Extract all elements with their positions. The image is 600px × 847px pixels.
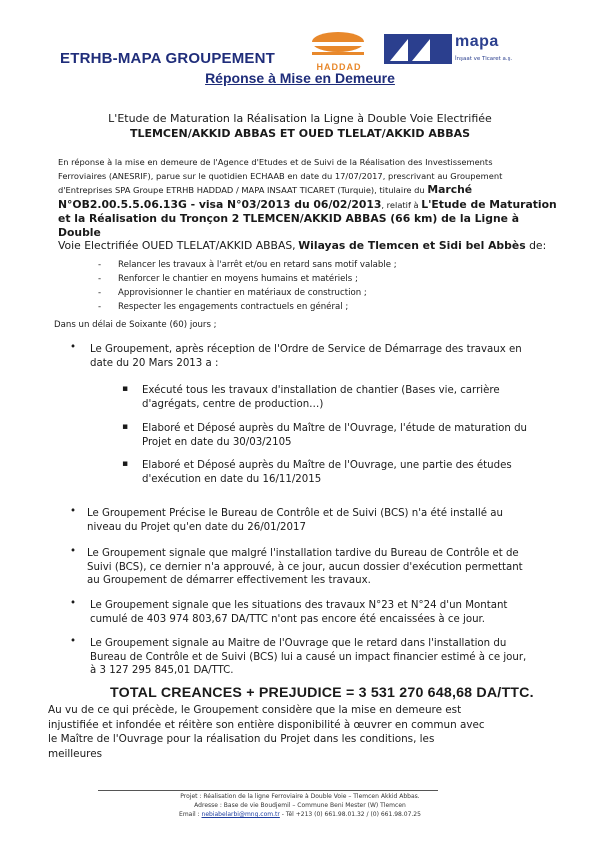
intro-line: N°OB2.00.5.5.06.13G - visa N°03/2013 du 06/02/2013, relatif à L'Etude de Maturation: [58, 197, 557, 211]
sub-point-line: d'exécution en date du 16/11/2015: [142, 473, 322, 485]
point-line: à 3 127 295 845,01 DA/TTC.: [90, 665, 234, 676]
list-item: - Respecter les engagements contractuels en général ;: [98, 300, 397, 314]
mapa-logo-text: mapa: [455, 33, 499, 50]
injunction-list: [98, 258, 397, 314]
sub-point-line: Elaboré et Déposé auprès du Maître de l'Ouvrage, une partie des études: [142, 460, 512, 471]
delay-text: Dans un délai de Soixante (60) jours ;: [54, 320, 217, 330]
list-item: - Approvisionner le chantier en matériaux de construction ;: [98, 286, 397, 300]
bullet-icon: •: [70, 506, 77, 517]
intro-line: En réponse à la mise en demeure de l'Agence d'Etudes et de Suivi de la Réalisation des Investissements: [58, 157, 493, 167]
conclusion-line: le Maître de l'Ouvrage pour la réalisation du Projet dans les conditions, les: [48, 733, 435, 745]
conclusion-line: injustifiée et infondée et réitère son entière disponibilité à œuvrer en commun avec: [48, 718, 485, 731]
bullet-icon: •: [70, 636, 77, 647]
page-title: Réponse à Mise en Demeure: [205, 70, 395, 86]
square-bullet-icon: ▪: [122, 459, 129, 469]
footer-project: Projet : Réalisation de la ligne Ferroviaire à Double Voie – Tlemcen Akkid Abbas.: [180, 793, 420, 800]
point-line: Le Groupement signale que malgré l'installation tardive du Bureau de Contrôle et de: [87, 548, 519, 559]
conclusion-paragraph: [48, 703, 568, 761]
point-line: Le Groupement signale au Maitre de l'Ouvrage que le retard dans l'installation du: [90, 638, 507, 649]
footer-contact: [0, 811, 600, 818]
footer-divider: [98, 790, 438, 791]
sub-point-line: Exécuté tous les travaux d'installation de chantier (Bases vie, carrière: [142, 385, 500, 396]
point-line: Le Groupement signale que les situations des travaux N°23 et N°24 d'un Montant: [90, 600, 508, 611]
phone-numbers: - Tél +213 (0) 661.98.01.32 / (0) 661.98.07.25: [279, 811, 421, 818]
email-link[interactable]: nebiabelarbi@mng.com.tr: [201, 811, 280, 818]
total-amount: TOTAL CREANCES + PREJUDICE = 3 531 270 648,68 DA/TTC.: [110, 685, 534, 701]
mapa-logo-mark: [384, 34, 452, 64]
point-line: Suivi (BCS), ce dernier n'a approuvé, à ce jour, aucun dossier d'exécution permettant: [87, 561, 523, 573]
company-name: ETRHB-MAPA GROUPEMENT: [60, 50, 276, 67]
bullet-icon: •: [70, 598, 77, 609]
point-line: cumulé de 403 974 803,67 DA/TTC n'ont pas encore été encaissées à ce jour.: [90, 613, 486, 625]
point-4: [90, 599, 507, 626]
haddad-logo-text: HADDAD: [316, 62, 362, 72]
intro-line: Voie Electrifiée OUED TLELAT/AKKID ABBAS, Wilayas de Tlemcen et Sidi bel Abbès de:: [58, 239, 547, 252]
point-3: [87, 547, 523, 588]
bullet-icon: •: [70, 342, 77, 353]
sub-point: [142, 422, 552, 449]
intro-paragraph: [58, 156, 558, 254]
point-1: [90, 343, 522, 370]
intro-line: et la Réalisation du Tronçon 2 TLEMCEN/AKKID ABBAS (66 km) de la Ligne à Double: [58, 212, 520, 239]
point-line: date du 20 Mars 2013 a :: [90, 357, 219, 369]
sub-point-line: Projet en date du 30/03/2105: [142, 436, 292, 448]
point-5: [90, 637, 526, 678]
conclusion-line: meilleures: [48, 747, 103, 760]
square-bullet-icon: ▪: [122, 384, 129, 394]
subtitle-line1: L'Etude de Maturation la Réalisation la Ligne à Double Voie Electrifiée: [108, 112, 492, 125]
footer-address: Adresse : Base de vie Boudjemil – Commune Beni Mester (W) Tlemcen: [194, 802, 406, 809]
sub-point-line: Elaboré et Déposé auprès du Maître de l'Ouvrage, l'étude de maturation du: [142, 423, 528, 434]
list-item: - Renforcer le chantier en moyens humains et matériels ;: [98, 272, 397, 286]
list-item: - Relancer les travaux à l'arrêt et/ou en retard sans motif valable ;: [98, 258, 397, 272]
sub-point-line: d'agrégats, centre de production…): [142, 398, 324, 410]
conclusion-line: Au vu de ce qui précède, le Groupement considère que la mise en demeure est: [48, 704, 462, 716]
point-2: [87, 507, 503, 534]
point-line: au Groupement de démarrer effectivement les travaux.: [87, 575, 371, 586]
point-line: Bureau de Contrôle et de Suivi (BCS) lui a causé un impact financier estimé à ce jour,: [90, 651, 527, 663]
point-line: niveau du Projet qu'en date du 26/01/2017: [87, 521, 306, 533]
sub-point: [142, 459, 552, 486]
point-line: Le Groupement, après réception de l'Ordre de Service de Démarrage des travaux en: [90, 344, 522, 355]
sub-point: [142, 384, 552, 411]
bullet-icon: •: [70, 546, 77, 557]
intro-line: d'Entreprises SPA Groupe ETRHB HADDAD / MAPA INSAAT TICARET (Turquie), titulaire du Marché: [58, 183, 473, 196]
intro-line: Ferroviaires (ANESRIF), parue sur le quotidien ECHAAB en date du 17/07/2017, prescrivant au Groupement: [58, 170, 503, 181]
square-bullet-icon: ▪: [122, 422, 129, 432]
email-label: Email :: [179, 811, 202, 818]
subtitle-line2: TLEMCEN/AKKID ABBAS ET OUED TLELAT/AKKID ABBAS: [129, 127, 471, 140]
mapa-logo-subtext: İnşaat ve Ticaret a.ş.: [455, 56, 513, 62]
point-line: Le Groupement Précise le Bureau de Contrôle et de Suivi (BCS) n'a été installé au: [87, 508, 503, 519]
